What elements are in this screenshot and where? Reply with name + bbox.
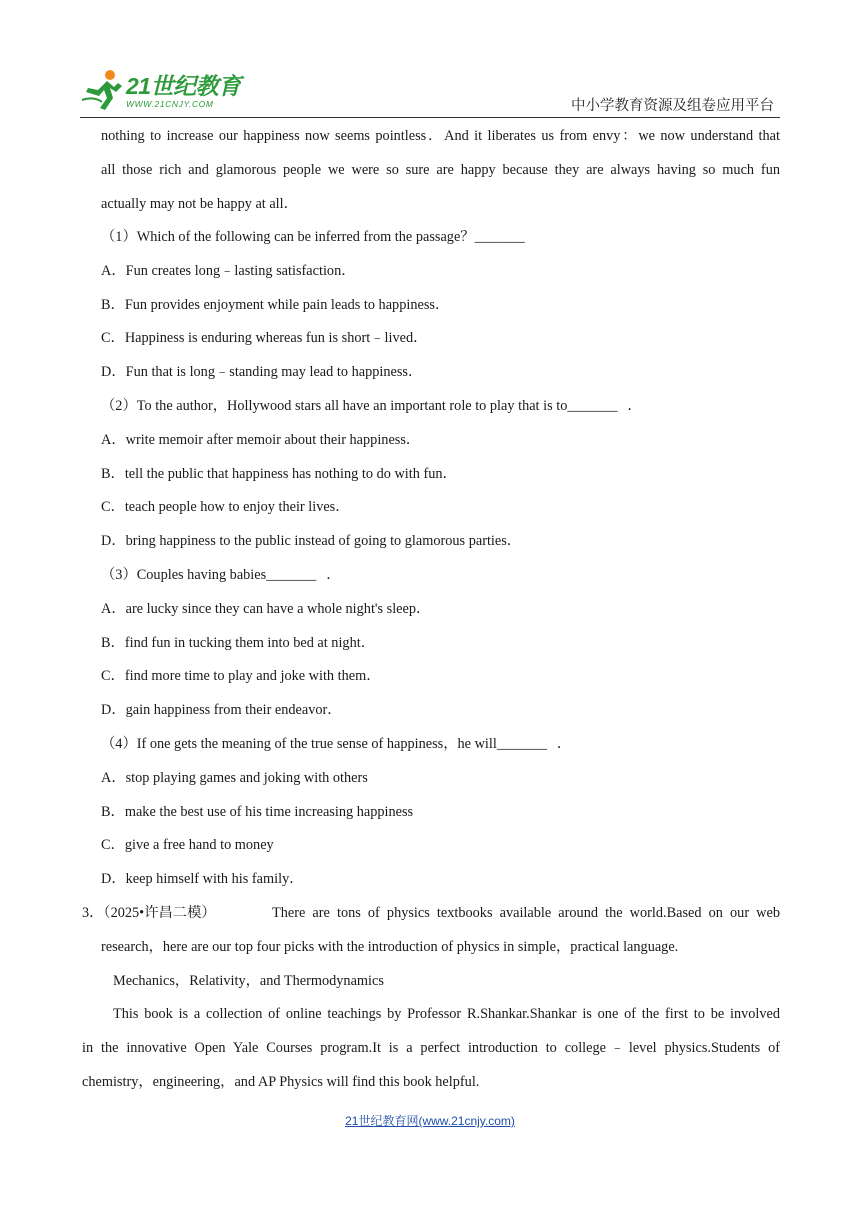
answer-blank[interactable]: _______ [496, 736, 547, 752]
answer-blank[interactable]: _______ [474, 229, 525, 245]
option-b[interactable]: B．Fun provides enjoyment while pain leads to happiness． [101, 297, 450, 313]
platform-name: 中小学教育资源及组卷应用平台 [571, 98, 774, 114]
question-stem: （2）To the author，Hollywood stars all have an important role to play that is to_______ ． [101, 389, 642, 423]
option-b[interactable]: B．tell the public that happiness has nothing to do with fun． [101, 466, 457, 482]
passage-line: nothing to increase our happiness now seems pointless．And it liberates us from envy：we now understand that [101, 128, 780, 144]
question-text: （3）Couples having babies [101, 567, 267, 583]
question-text: （4）If one gets the meaning of the true sense of happiness，he will [101, 736, 497, 752]
passage-line: chemistry，engineering，and AP Physics will find this book helpful. [82, 1074, 480, 1090]
runner-icon [80, 66, 126, 112]
footer-link[interactable]: 21世纪教育网(www.21cnjy.com) [345, 1114, 515, 1128]
option-d[interactable]: D．Fun that is long﹣standing may lead to happiness． [101, 364, 423, 380]
header-divider [80, 117, 780, 118]
question-number: 3．（2025•许昌二模） [82, 905, 216, 921]
option-d[interactable]: D．gain happiness from their endeavor． [101, 702, 342, 718]
question-stem: （3）Couples having babies_______ ． [101, 558, 341, 592]
option-c[interactable]: C．Happiness is enduring whereas fun is short﹣lived． [101, 330, 428, 346]
site-logo [80, 66, 260, 116]
option-a[interactable]: A．are lucky since they can have a whole night's sleep． [101, 601, 431, 617]
option-c[interactable]: C．find more time to play and joke with them． [101, 668, 381, 684]
page-header [0, 0, 860, 120]
option-b[interactable]: B．make the best use of his time increasing happiness [101, 804, 414, 820]
option-a[interactable]: A．Fun creates long﹣lasting satisfaction． [101, 263, 356, 279]
option-a[interactable]: A．stop playing games and joking with others [101, 770, 368, 786]
passage-line: research，here are our top four picks with the introduction of physics in simple，practical language. [101, 939, 679, 955]
option-c[interactable]: C．teach people how to enjoy their lives． [101, 499, 350, 515]
question-text: （1）Which of the following can be inferred from the passage？ [101, 229, 475, 245]
passage-line: There are tons of physics textbooks available around the world.Based on our web [272, 905, 780, 921]
answer-blank[interactable]: _______ [567, 398, 618, 414]
option-b[interactable]: B．find fun in tucking them into bed at night． [101, 635, 375, 651]
option-a[interactable]: A．write memoir after memoir about their happiness． [101, 432, 421, 448]
answer-blank[interactable]: _______ [266, 567, 317, 583]
page-footer [0, 1112, 860, 1130]
question-text: （2）To the author，Hollywood stars all have an important role to play that is to [101, 398, 568, 414]
book-title: Mechanics，Relativity，and Thermodynamics [113, 973, 384, 989]
passage-line: actually may not be happy at all． [101, 196, 298, 212]
option-d[interactable]: D．keep himself with his family． [101, 871, 304, 887]
passage-line: This book is a collection of online teachings by Professor R.Shankar.Shankar is one of the first to be involved [113, 1006, 780, 1022]
question-stem: （4）If one gets the meaning of the true sense of happiness，he will_______ ． [101, 727, 571, 761]
logo-text: 21世纪教育 [126, 73, 241, 99]
passage-line: in the innovative Open Yale Courses program.It is a perfect introduction to college﹣level physics.Students of [82, 1040, 780, 1056]
question-stem [101, 220, 525, 254]
logo-subtext: WWW.21CNJY.COM [126, 99, 214, 109]
passage-line: all those rich and glamorous people we were so sure are happy because they are always having so much fun [101, 162, 780, 178]
option-c[interactable]: C．give a free hand to money [101, 837, 274, 853]
option-d[interactable]: D．bring happiness to the public instead of going to glamorous parties． [101, 533, 522, 549]
